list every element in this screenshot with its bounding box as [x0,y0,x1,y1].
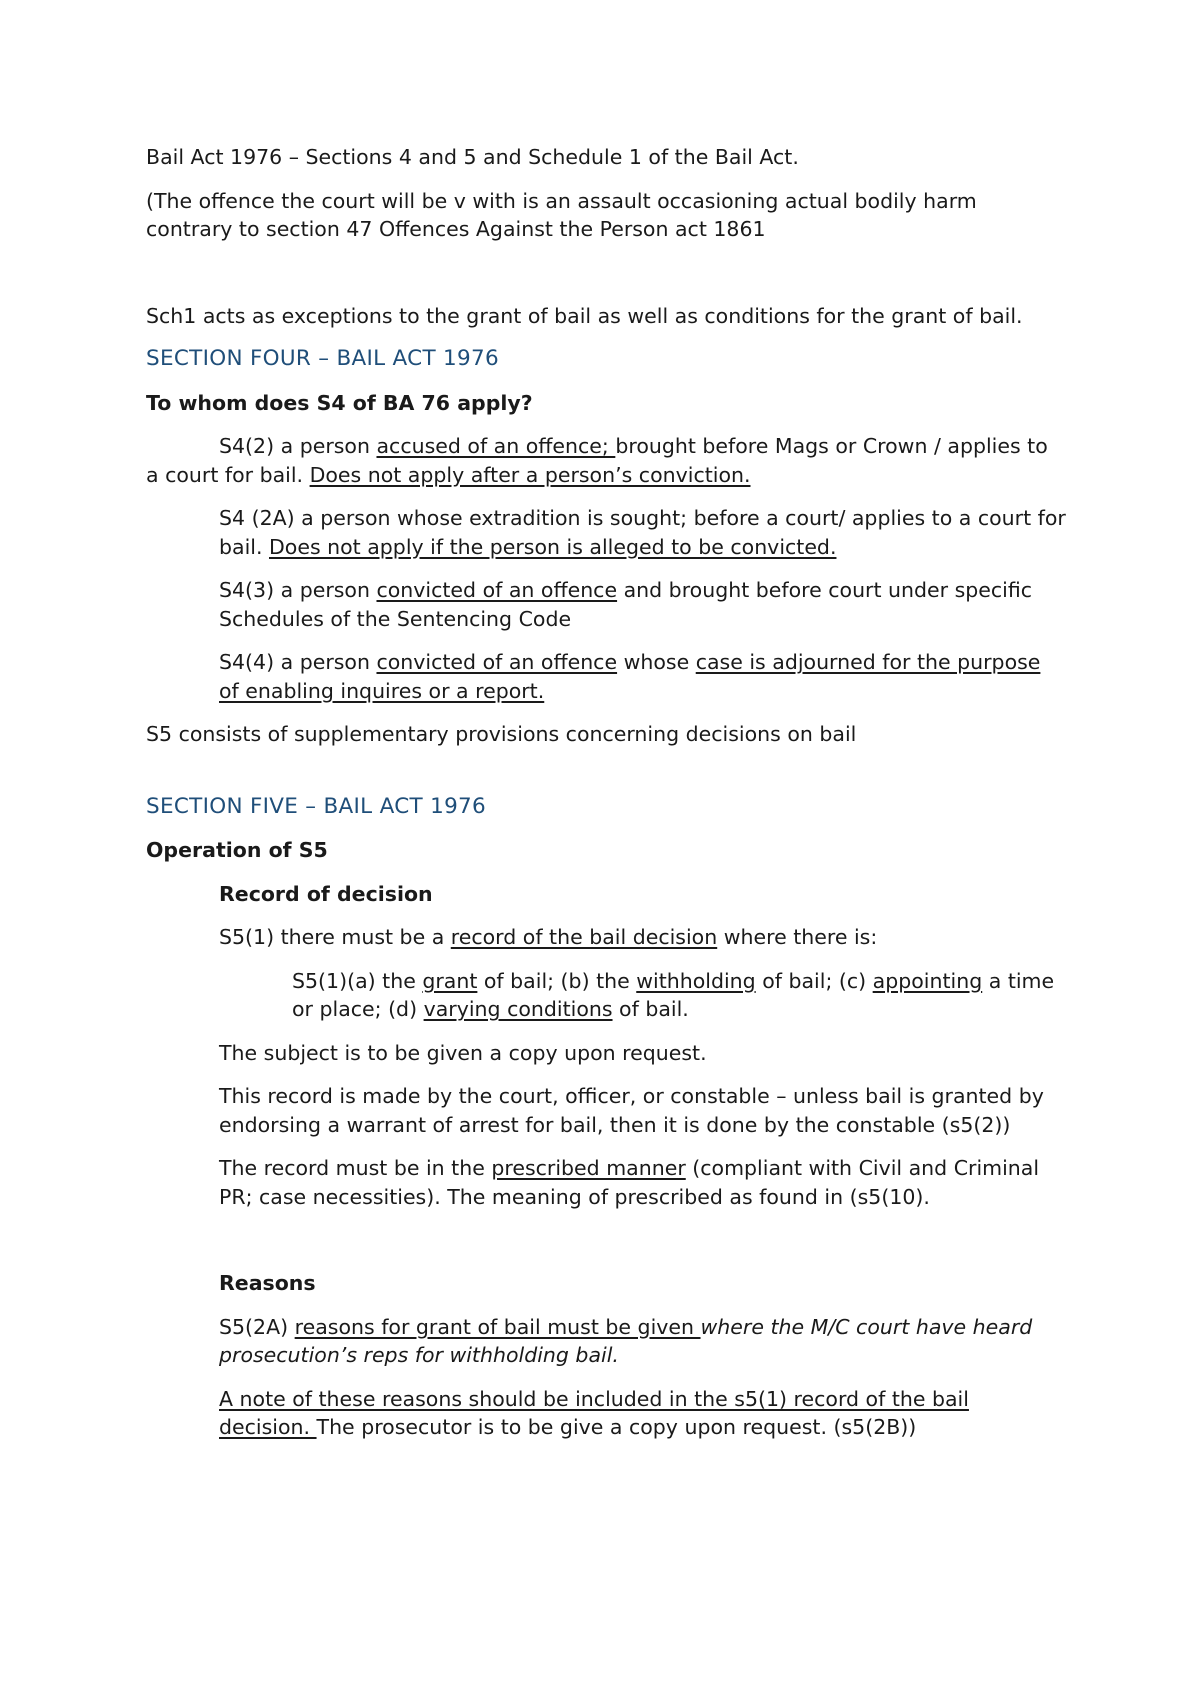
s4-3-paragraph: S4(3) a person convicted of an offence and brought before court under specific Schedules of the Sentencing Code [219,578,1033,631]
offence-line: (The offence the court will be v with is an assault occasioning actual bodily harm contrary to section 47 Offences Against the Person act 1861 [146,188,977,241]
s4-4-paragraph: S4(4) a person convicted of an offence whose case is adjourned for the purpose of enabling inquires or a report. [219,650,1041,703]
copy-request-line: The subject is to be given a copy upon request. [219,1040,707,1065]
reasons-note-paragraph: A note of these reasons should be included in the s5(1) record of the bail decision. The prosecutor is to be give a copy upon request. (s5(2B)) [219,1386,969,1439]
s4-2a-paragraph: S4 (2A) a person whose extradition is sought; before a court/ applies to a court for bail. Does not apply if the person is alleged to be convicted. [219,506,1066,559]
s5-1a-paragraph: S5(1)(a) the grant of bail; (b) the withholding of bail; (c) appointing a time or place; (d) varying conditions of bail. [292,968,1055,1021]
title-line: Bail Act 1976 – Sections 4 and 5 and Schedule 1 of the Bail Act. [146,145,799,169]
operation-heading: Operation of S5 [146,838,328,862]
s4-2-paragraph: S4(2) a person accused of an offence; brought before Mags or Crown / applies to a court for bail. Does not apply after a person’s conviction. [146,434,1048,487]
section-four-heading: SECTION FOUR – BAIL ACT 1976 [146,346,499,371]
section-five-heading: SECTION FIVE – BAIL ACT 1976 [146,793,487,819]
sch1-line: Sch1 acts as exceptions to the grant of bail as well as conditions for the grant of bail. [146,303,1023,328]
record-made-paragraph: This record is made by the court, officer, or constable – unless bail is granted by endorsing a warrant of arrest for bail, then it is done by the constable (s5(2)) [219,1084,1044,1137]
s5-summary: S5 consists of supplementary provisions concerning decisions on bail [146,722,857,746]
record-of-decision-heading: Record of decision [219,881,433,906]
reasons-heading: Reasons [219,1271,316,1295]
s4-question: To whom does S4 of BA 76 apply? [146,390,533,415]
s5-1-paragraph: S5(1) there must be a record of the bail decision where there is: [219,925,878,949]
prescribed-manner-paragraph: The record must be in the prescribed manner (compliant with Civil and Criminal PR; case necessities). The meaning of prescribed as found in (s5(10). [219,1156,1040,1209]
document-body [146,143,1066,1457]
s5-2a-paragraph: S5(2A) reasons for grant of bail must be given where the M/C court have heard prosecution’s reps for withholding bail. [219,1314,1033,1367]
